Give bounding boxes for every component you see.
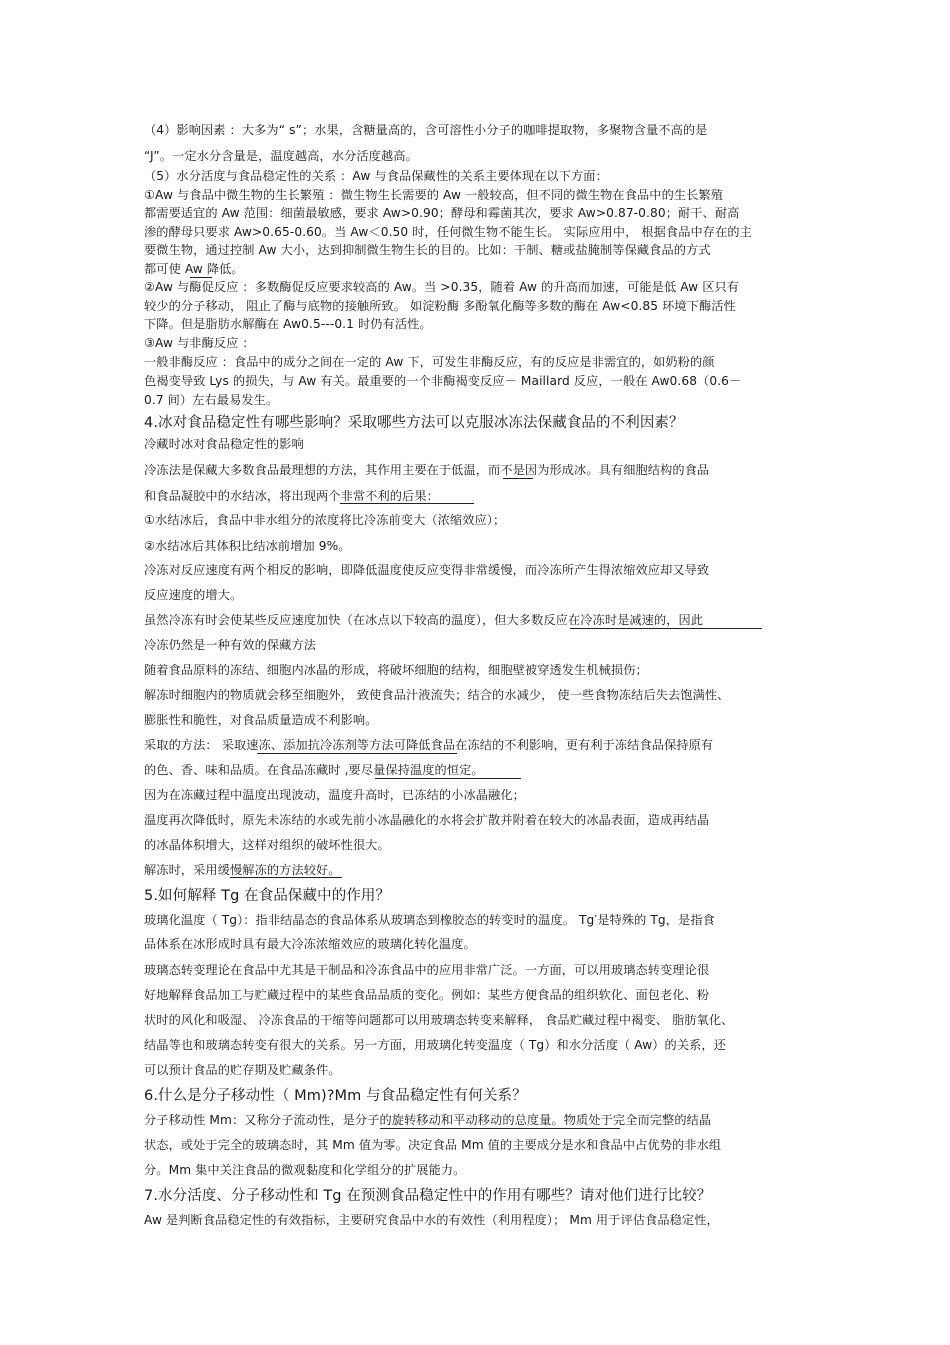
text-line: 渗的酵母只要求 Aw>0.65-0.60。当 Aw＜0.50 时，任何微生物不能生长。 实际应用中， 根据食品中存在的主 (144, 225, 752, 239)
text-line: 下降。但是脂肪水解酶在 Aw0.5---0.1 时仍有活性。 (144, 317, 432, 331)
text-line: “J”。一定水分含量是，温度越高，水分活度越高。 (144, 149, 418, 163)
underline-rule (340, 503, 474, 504)
underline-rule (375, 778, 521, 779)
text-line: 冷冻法是保藏大多数食品最理想的方法，其作用主要在于低温，而不是因为形成冰。具有细胞结构的食品 (144, 463, 710, 477)
text-line: Aw 是判断食品稳定性的有效指标，主要研究食品中水的有效性（利用程度）； Mm 用于评估食品稳定性， (144, 1213, 719, 1227)
text-line: 的冰晶体积增大，这样对组织的破坏性很大。 (144, 838, 390, 852)
text-line: 采取的方法： 采取速冻、添加抗冷冻剂等方法可降低食品在冻结的不利影响，更有利于冻结食品保持原有 (144, 738, 714, 752)
text-line: （5）水分活度与食品稳定性的关系 ：Aw 与食品保藏性的关系主要体现在以下方面： (144, 169, 608, 183)
underline-rule (503, 478, 533, 479)
text-line: 解冻时，采用缓慢解冻的方法较好。 (144, 863, 341, 877)
section-heading: 6.什么是分子移动性（ Mm)?Mm 与食品稳定性有何关系？ (144, 1088, 527, 1104)
text-line: 温度再次降低时，原先未冻结的水或先前小冰晶融化的水将会扩散并附着在较大的冰晶表面，造成再结晶 (144, 813, 710, 827)
text-line: 膨胀性和脆性，对食品质量造成不利影响。 (144, 713, 378, 727)
text-line: 冷冻对反应速度有两个相反的影响，即降低温度使反应变得非常缓慢，而冷冻所产生得浓缩效应却又导致 (144, 563, 710, 577)
text-line: 都需要适宜的 Aw 范围：细菌最敏感，要求 Aw>0.90；酵母和霉菌其次，要求 Aw>0.87-0.80；耐干、耐高 (144, 206, 740, 220)
text-line: 因为在冻藏过程中温度出现波动，温度升高时，已冻结的小冰晶融化； (144, 788, 525, 802)
text-line: 解冻时细胞内的物质就会移至细胞外， 致使食品汁液流失；结合的水减少， 使一些食物冻结后失去饱满性、 (144, 688, 730, 702)
text-line: 状时的风化和吸湿、 冷冻食品的干缩等问题都可以用玻璃态转变来解释， 食品贮藏过程中褐变、 脂肪氧化、 (144, 1013, 734, 1027)
text-line: 反应速度的增大。 (144, 588, 243, 602)
text-line: 分子移动性 Mm：又称分子流动性，是分子的旋转移动和平动移动的总度量。物质处于完全而完整的结晶 (144, 1113, 712, 1127)
text-line: ②水结冰后其体积比结冰前增加 9%。 (144, 539, 351, 553)
underline-rule (380, 1128, 620, 1129)
text-line: （4）影响因素 ：大多为“ s”；水果，含糖量高的，含可溶性小分子的咖啡提取物，多聚物含量不高的是 (144, 123, 708, 137)
underline-rule (190, 277, 212, 278)
text-line: 好地解释食品加工与贮藏过程中的某些食品品质的变化。例如：某些方便食品的组织软化、面包老化、粉 (144, 988, 710, 1002)
text-line: 玻璃态转变理论在食品中尤其是干制品和冷冻食品中的应用非常广泛。一方面，可以用玻璃态转变理论很 (144, 963, 710, 977)
text-line: 可以预计食品的贮存期及贮藏条件。 (144, 1063, 341, 1077)
section-heading: 4.冰对食品稳定性有哪些影响？采取哪些方法可以克服冰冻法保藏食品的不利因素？ (144, 415, 684, 431)
text-line: 冷冻仍然是一种有效的保藏方法 (144, 638, 317, 652)
text-line: ①水结冰后，食品中非水组分的浓度将比冷冻前变大（浓缩效应）； (144, 513, 506, 527)
text-line: 状态，或处于完全的玻璃态时，其 Mm 值为零。决定食品 Mm 值的主要成分是水和食品中占优势的非水组 (144, 1138, 722, 1152)
text-line: 玻璃化温度（ Tg）：指非结晶态的食品体系从玻璃态到橡胶态的转变时的温度。 Tg′是特殊的 Tg，是指食 (144, 913, 715, 927)
text-line: 0.7 间）左右最易发生。 (144, 393, 279, 407)
underline-rule (230, 877, 342, 878)
text-line: ①Aw 与食品中微生物的生长繁殖 ：微生物生长需要的 Aw 一般较高，但不同的微生物在食品中的生长繁殖 (144, 188, 724, 202)
underline-rule (570, 628, 762, 629)
text-line: 虽然冷冻有时会使某些反应速度加快（在冰点以下较高的温度），但大多数反应在冷冻时是减速的，因此 (144, 613, 704, 627)
text-line: 要微生物，通过控制 Aw 大小，达到抑制微生物生长的目的。比如：干制、糖或盐腌制等保藏食品的方式 (144, 243, 711, 257)
subheading: 冷藏时冰对食品稳定性的影响 (144, 437, 304, 451)
text-line: 都可使 Aw 降低。 (144, 262, 244, 276)
text-line: 较少的分子移动， 阻止了酶与底物的接触所致。 如淀粉酶 多酚氧化酶等多数的酶在 Aw<0.85 环境下酶活性 (144, 299, 736, 313)
text-line: 分。Mm 集中关注食品的微观黏度和化学组分的扩展能力。 (144, 1163, 466, 1177)
text-line: 色褐变导致 Lys 的损失，与 Aw 有关。最重要的一个非酶褐变反应－ Maillard 反应，一般在 Aw0.68（0.6－ (144, 374, 742, 388)
text-line: 随着食品原料的冻结、细胞内冰晶的形成，将破坏细胞的结构，细胞壁被穿透发生机械损伤； (144, 663, 648, 677)
text-line: 一般非酶反应 ：食品中的成分之间在一定的 Aw 下，可发生非酶反应，有的反应是非需宜的，如奶粉的颜 (144, 355, 715, 369)
underline-rule (257, 753, 457, 754)
text-line: ③Aw 与非酶反应 ： (144, 336, 255, 350)
text-line: 和食品凝胶中的水结冰，将出现两个非常不利的后果： (144, 489, 439, 503)
text-line: ②Aw 与酶促反应 ：多数酶促反应要求较高的 Aw。当 >0.35，随着 Aw 的升高而加速，可能是低 Aw 区只有 (144, 280, 740, 294)
text-line: 的色、香、味和品质。在食品冻藏时 ,要尽量保持温度的恒定。 (144, 763, 484, 777)
text-line: 品体系在冰形成时具有最大冷冻浓缩效应的玻璃化转化温度。 (144, 937, 476, 951)
section-heading: 7.水分活度、分子移动性和 Tg 在预测食品稳定性中的作用有哪些？请对他们进行比较？ (144, 1188, 712, 1204)
text-line: 结晶等也和玻璃态转变有很大的关系。另一方面，用玻璃化转变温度（ Tg）和水分活度（ Aw）的关系，还 (144, 1038, 726, 1052)
section-heading: 5.如何解释 Tg 在食品保藏中的作用？ (144, 888, 391, 904)
